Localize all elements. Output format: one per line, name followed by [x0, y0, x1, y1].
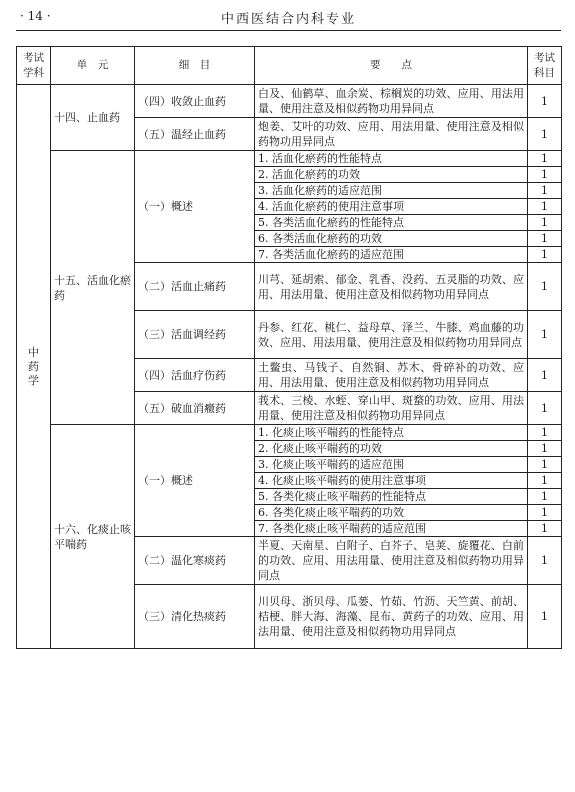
header-unit: 单 元 — [51, 47, 135, 85]
header-rule — [16, 30, 561, 31]
level-cell: 1 — [528, 359, 562, 392]
point-cell: 川贝母、浙贝母、瓜蒌、竹茹、竹沥、天竺黄、前胡、桔梗、胖大海、海藻、昆布、黄药子的功效、应用、用法用量、使用注意及相似药物功用异同点 — [255, 585, 528, 649]
point-cell: 4. 活血化瘀药的使用注意事项 — [255, 199, 528, 215]
table-header-row — [17, 47, 562, 85]
point-cell: 1. 活血化瘀药的性能特点 — [255, 151, 528, 167]
unit-cell: 十四、止血药 — [51, 85, 135, 151]
level-cell: 1 — [528, 215, 562, 231]
table-row — [17, 425, 562, 441]
point-cell: 土鳖虫、马钱子、自然铜、苏木、骨碎补的功效、应用、用法用量、使用注意及相似药物功用异同点 — [255, 359, 528, 392]
point-cell: 2. 化痰止咳平喘药的功效 — [255, 441, 528, 457]
unit-cell: 十五、活血化瘀药 — [51, 151, 135, 425]
item-cell: （一）概述 — [135, 151, 255, 263]
point-cell: 5. 各类活血化瘀药的性能特点 — [255, 215, 528, 231]
item-cell: （三）活血调经药 — [135, 311, 255, 359]
point-cell: 1. 化痰止咳平喘药的性能特点 — [255, 425, 528, 441]
level-cell: 1 — [528, 167, 562, 183]
point-cell: 3. 化痰止咳平喘药的适应范围 — [255, 457, 528, 473]
level-cell: 1 — [528, 263, 562, 311]
level-cell: 1 — [528, 537, 562, 585]
point-cell: 7. 各类化痰止咳平喘药的适应范围 — [255, 521, 528, 537]
point-cell: 丹参、红花、桃仁、益母草、泽兰、牛膝、鸡血藤的功效、应用、用法用量、使用注意及相似药物功用异同点 — [255, 311, 528, 359]
point-cell: 白及、仙鹤草、血余炭、棕榈炭的功效、应用、用法用量、使用注意及相似药物功用异同点 — [255, 85, 528, 118]
item-cell: （五）温经止血药 — [135, 118, 255, 151]
header-points: 要 点 — [255, 47, 528, 85]
header-level: 考试 科目 — [528, 47, 562, 85]
subject-cell: 中药学 — [17, 85, 51, 649]
level-cell: 1 — [528, 247, 562, 263]
header-subject: 考试 学科 — [17, 47, 51, 85]
level-cell: 1 — [528, 425, 562, 441]
level-cell: 1 — [528, 183, 562, 199]
point-cell: 6. 各类活血化瘀药的功效 — [255, 231, 528, 247]
level-cell: 1 — [528, 457, 562, 473]
page-number: · 14 · — [20, 9, 51, 23]
point-cell: 炮姜、艾叶的功效、应用、用法用量、使用注意及相似药物功用异同点 — [255, 118, 528, 151]
syllabus-table — [16, 46, 562, 649]
point-cell: 莪术、三棱、水蛭、穿山甲、斑蝥的功效、应用、用法用量、使用注意及相似药物功用异同点 — [255, 392, 528, 425]
item-cell: （三）清化热痰药 — [135, 585, 255, 649]
point-cell: 6. 各类化痰止咳平喘药的功效 — [255, 505, 528, 521]
point-cell: 7. 各类活血化瘀药的适应范围 — [255, 247, 528, 263]
level-cell: 1 — [528, 473, 562, 489]
header-item: 细 目 — [135, 47, 255, 85]
point-cell: 2. 活血化瘀药的功效 — [255, 167, 528, 183]
table-row — [17, 151, 562, 167]
item-cell: （二）温化寒痰药 — [135, 537, 255, 585]
item-cell: （二）活血止痛药 — [135, 263, 255, 311]
item-cell: （五）破血消癥药 — [135, 392, 255, 425]
item-cell: （四）活血疗伤药 — [135, 359, 255, 392]
point-cell: 5. 各类化痰止咳平喘药的性能特点 — [255, 489, 528, 505]
table-row — [17, 85, 562, 118]
level-cell: 1 — [528, 521, 562, 537]
level-cell: 1 — [528, 118, 562, 151]
level-cell: 1 — [528, 85, 562, 118]
item-cell: （一）概述 — [135, 425, 255, 537]
level-cell: 1 — [528, 441, 562, 457]
point-cell: 3. 活血化瘀药的适应范围 — [255, 183, 528, 199]
level-cell: 1 — [528, 392, 562, 425]
level-cell: 1 — [528, 505, 562, 521]
page-header — [16, 7, 561, 29]
level-cell: 1 — [528, 151, 562, 167]
level-cell: 1 — [528, 311, 562, 359]
point-cell: 半夏、天南星、白附子、白芥子、皂荚、旋覆花、白前的功效、应用、用法用量、使用注意及相似药物功用异同点 — [255, 537, 528, 585]
book-title: 中西医结合内科专业 — [220, 12, 356, 27]
level-cell: 1 — [528, 489, 562, 505]
point-cell: 川芎、延胡索、郁金、乳香、没药、五灵脂的功效、应用、用法用量、使用注意及相似药物功用异同点 — [255, 263, 528, 311]
level-cell: 1 — [528, 585, 562, 649]
unit-cell: 十六、化痰止咳平喘药 — [51, 425, 135, 649]
level-cell: 1 — [528, 231, 562, 247]
item-cell: （四）收敛止血药 — [135, 85, 255, 118]
level-cell: 1 — [528, 199, 562, 215]
point-cell: 4. 化痰止咳平喘药的使用注意事项 — [255, 473, 528, 489]
